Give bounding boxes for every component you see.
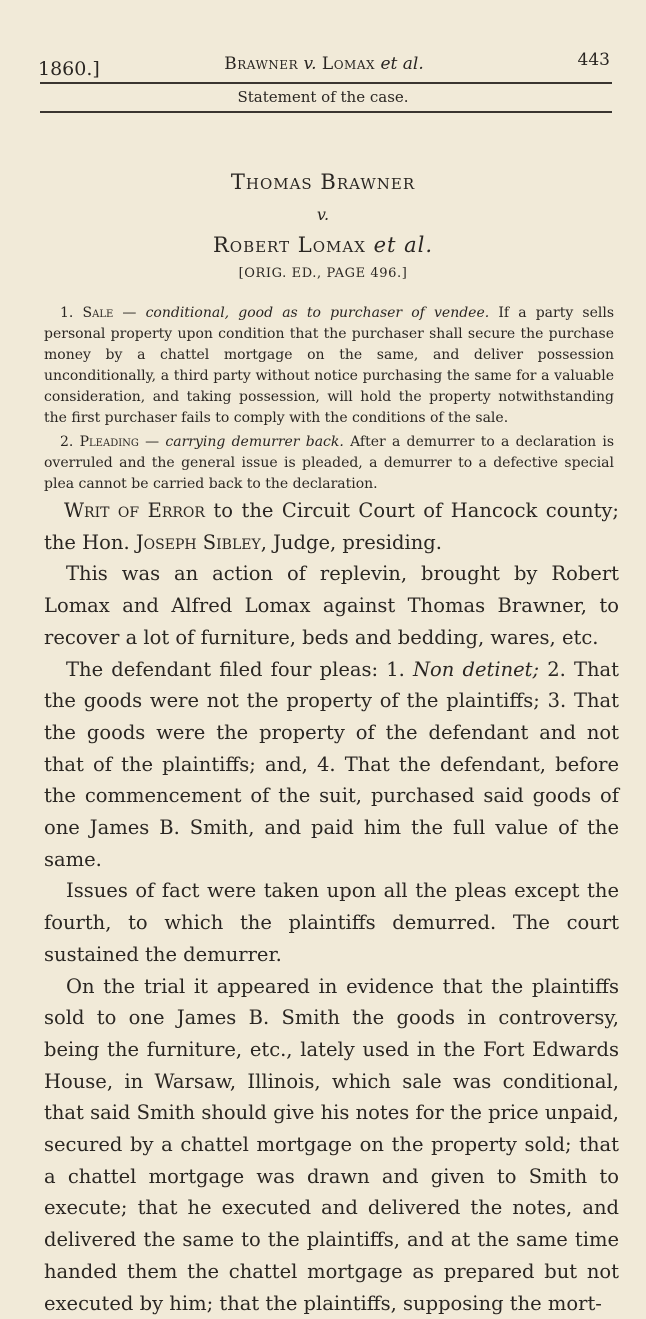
headnote-1-topic: Sale (82, 305, 114, 321)
body-paragraph-pleas (44, 654, 619, 876)
running-head-etal: et al. (380, 54, 424, 74)
body-paragraph-writ (44, 495, 619, 558)
headnote-2-dash: — (138, 434, 166, 450)
headnote-1-text: If a party sells personal property upon condition that the purchaser shall secure the purchase money by a chattel mortgage on the same, and deliver possession unconditionally, a third party without notice purchasing the same for a valuable consideration, and taking possession, will hold the property notwithstanding the first purchaser fails to comply with the conditions of the sale. (44, 305, 615, 426)
body-paragraph-issues: Issues of fact were taken upon all the pleas except the fourth, to which the plaintiffs demurred. The court sustained the demurrer. (44, 879, 619, 966)
case-defendant-name: Robert Lomax (212, 233, 366, 257)
pleas-rest: 2. That the goods were not the property of the plaintiffs; 3. That the goods were the property of the defendant and not that of the plaintiffs; and, 4. That the defendant, before the commencement of the suit, purchased said goods of one James B. Smith, and paid him the full value of the same. (44, 657, 619, 871)
writ-of-error: Writ of Error (64, 499, 205, 522)
headnote-2 (44, 432, 614, 495)
case-defendant-etal: et al. (373, 233, 434, 257)
header-rule-bottom (40, 111, 612, 113)
running-head-party1: Brawner (224, 54, 299, 74)
pleas-intro: The defendant filed four pleas: 1. (66, 657, 413, 681)
running-head-title (38, 54, 610, 74)
page-number: 443 (577, 50, 610, 70)
headnote-2-subtopic: carrying demurrer back. (165, 434, 344, 450)
headnote-2-text: After a demurrer to a declaration is overruled and the general issue is pleaded, a demurrer to a defective special plea cannot be carried back to the declaration. (44, 434, 615, 492)
case-plaintiff: Thomas Brawner (230, 170, 416, 194)
case-statement-body (44, 495, 619, 1319)
writ-middle: to the Circuit Court of Hancock county; the Hon. (44, 499, 619, 554)
headnote-2-number: 2. (60, 434, 74, 450)
judge-name: Joseph Sibley (135, 530, 261, 554)
body-paragraph-action: This was an action of replevin, brought by Robert Lomax and Alfred Lomax against Thomas Brawner, to recover a lot of furniture, beds and bedding, wares, etc. (44, 562, 619, 649)
body-paragraph-trial: On the trial it appeared in evidence that the plaintiffs sold to one James B. Smith the goods in controversy, being the furniture, etc., lately used in the Fort Edwards House, in Warsaw, Illinois, which sale was conditional, that said Smith should give his notes for the price unpaid, secured by a chattel mortgage on the property sold; that a chattel mortgage was drawn and given to Smith to execute; that he executed and delivered the notes, and delivered the same to the plaintiffs, and at the same time handed them the chattel mortgage as prepared but not executed by him; that the plaintiffs, supposing the mort- (44, 974, 619, 1315)
headnote-2-topic: Pleading (79, 434, 139, 450)
headnote-1-subtopic: conditional, good as to purchaser of vendee. (145, 305, 490, 321)
headnote-1-dash: — (113, 305, 146, 321)
writ-end: , Judge, presiding. (260, 530, 442, 554)
section-label: Statement of the case. (237, 88, 409, 106)
non-detinet: Non detinet; (412, 657, 540, 681)
case-versus: v. (316, 205, 330, 224)
running-head (38, 50, 610, 82)
headnote-1-number: 1. (60, 305, 74, 321)
header-rule-top (40, 82, 612, 84)
running-head-year: 1860.] (38, 58, 100, 80)
original-edition-ref: [ORIG. ED., PAGE 496.] (238, 266, 408, 281)
running-head-party2: Lomax (321, 54, 376, 74)
case-defendant (0, 233, 646, 257)
headnote-1 (44, 303, 614, 429)
running-head-v: v. (303, 54, 317, 74)
